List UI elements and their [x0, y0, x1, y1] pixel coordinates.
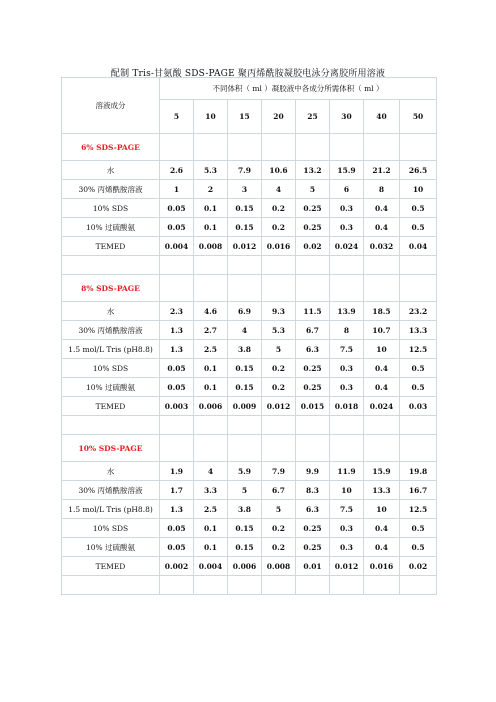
section-title-row — [62, 275, 437, 302]
volume-value: 11.9 — [330, 462, 364, 481]
volume-header: 5 — [160, 100, 194, 134]
volume-value: 1.7 — [160, 481, 194, 500]
empty-cell — [262, 416, 296, 435]
empty-cell — [364, 275, 400, 302]
empty-cell — [262, 435, 296, 462]
component-row — [62, 340, 437, 359]
volume-value: 0.3 — [330, 199, 364, 218]
volume-header: 20 — [262, 100, 296, 134]
component-row — [62, 481, 437, 500]
volume-value: 2.7 — [194, 321, 228, 340]
volume-value: 15.9 — [330, 161, 364, 180]
empty-cell — [330, 435, 364, 462]
volume-value: 0.15 — [228, 199, 262, 218]
volume-value: 0.5 — [400, 538, 437, 557]
volume-value: 13.3 — [400, 321, 437, 340]
volume-value: 18.5 — [364, 302, 400, 321]
volume-value: 0.3 — [330, 519, 364, 538]
component-label: 30% 丙烯酰胺溶液 — [62, 481, 160, 500]
volume-value: 7.9 — [228, 161, 262, 180]
section-title: 6% SDS-PAGE — [62, 134, 160, 161]
volume-value: 0.3 — [330, 378, 364, 397]
volume-value: 21.2 — [364, 161, 400, 180]
volume-value: 13.3 — [364, 481, 400, 500]
empty-cell — [330, 275, 364, 302]
volume-value: 1.3 — [160, 321, 194, 340]
component-row — [62, 359, 437, 378]
volume-value: 10.6 — [262, 161, 296, 180]
component-label: 1.5 mol/L Tris (pH8.8) — [62, 340, 160, 359]
component-row — [62, 500, 437, 519]
volume-header: 15 — [228, 100, 262, 134]
empty-cell — [400, 576, 437, 595]
volume-value: 0.3 — [330, 538, 364, 557]
volume-value: 1.3 — [160, 340, 194, 359]
volume-value: 0.4 — [364, 378, 400, 397]
volume-value: 3.8 — [228, 340, 262, 359]
volume-value: 12.5 — [400, 500, 437, 519]
component-label: 10% 过硫酸氨 — [62, 378, 160, 397]
empty-cell — [330, 576, 364, 595]
empty-cell — [400, 416, 437, 435]
empty-cell — [194, 416, 228, 435]
empty-cell — [194, 256, 228, 275]
volume-value: 0.4 — [364, 519, 400, 538]
volume-value: 0.5 — [400, 199, 437, 218]
section-title: 8% SDS-PAGE — [62, 275, 160, 302]
volume-value: 8 — [364, 180, 400, 199]
volume-value: 0.25 — [296, 538, 330, 557]
empty-cell — [330, 134, 364, 161]
empty-cell — [160, 134, 194, 161]
volume-value: 0.1 — [194, 519, 228, 538]
component-label: TEMED — [62, 237, 160, 256]
empty-cell — [160, 435, 194, 462]
volume-value: 0.3 — [330, 359, 364, 378]
component-row — [62, 237, 437, 256]
volume-value: 0.02 — [400, 557, 437, 576]
volume-value: 0.016 — [262, 237, 296, 256]
volume-value: 13.2 — [296, 161, 330, 180]
volume-value: 0.25 — [296, 218, 330, 237]
volume-value: 0.016 — [364, 557, 400, 576]
component-label: 30% 丙烯酰胺溶液 — [62, 180, 160, 199]
volume-value: 4 — [228, 321, 262, 340]
component-row — [62, 397, 437, 416]
empty-cell — [364, 256, 400, 275]
component-row — [62, 462, 437, 481]
volume-value: 0.15 — [228, 378, 262, 397]
empty-cell — [330, 256, 364, 275]
empty-cell — [296, 275, 330, 302]
volume-value: 0.006 — [228, 557, 262, 576]
empty-cell — [62, 416, 160, 435]
volume-value: 0.4 — [364, 199, 400, 218]
volume-value: 0.05 — [160, 199, 194, 218]
component-label: 10% 过硫酸氨 — [62, 218, 160, 237]
volume-value: 0.012 — [228, 237, 262, 256]
volume-value: 3.8 — [228, 500, 262, 519]
component-row — [62, 557, 437, 576]
section-title: 10% SDS-PAGE — [62, 435, 160, 462]
empty-cell — [160, 275, 194, 302]
component-row — [62, 218, 437, 237]
volume-value: 10.7 — [364, 321, 400, 340]
empty-cell — [228, 134, 262, 161]
volume-value: 0.004 — [194, 557, 228, 576]
volume-value: 0.2 — [262, 199, 296, 218]
empty-cell — [228, 435, 262, 462]
empty-cell — [296, 416, 330, 435]
empty-cell — [296, 576, 330, 595]
empty-cell — [228, 416, 262, 435]
volume-value: 0.012 — [330, 557, 364, 576]
volume-value: 12.5 — [400, 340, 437, 359]
volume-value: 15.9 — [364, 462, 400, 481]
component-row — [62, 519, 437, 538]
volume-value: 6.7 — [262, 481, 296, 500]
empty-cell — [62, 576, 160, 595]
empty-cell — [194, 275, 228, 302]
empty-cell — [364, 416, 400, 435]
header-row-description — [62, 78, 437, 100]
empty-cell — [364, 576, 400, 595]
volume-value: 9.9 — [296, 462, 330, 481]
volume-value: 5 — [296, 180, 330, 199]
empty-cell — [296, 256, 330, 275]
volume-value: 0.032 — [364, 237, 400, 256]
volume-value: 0.2 — [262, 359, 296, 378]
volume-value: 8 — [330, 321, 364, 340]
empty-cell — [330, 416, 364, 435]
volume-value: 0.1 — [194, 538, 228, 557]
volume-value: 7.5 — [330, 340, 364, 359]
volume-value: 2.3 — [160, 302, 194, 321]
header-volume-description: 不同体积（ ml ）凝胶液中各成分所需体积（ ml ） — [160, 78, 437, 100]
empty-cell — [194, 435, 228, 462]
volume-value: 1 — [160, 180, 194, 199]
empty-cell — [400, 435, 437, 462]
volume-value: 0.5 — [400, 359, 437, 378]
empty-cell — [400, 275, 437, 302]
volume-value: 5.9 — [228, 462, 262, 481]
volume-value: 11.5 — [296, 302, 330, 321]
volume-value: 0.25 — [296, 359, 330, 378]
volume-value: 0.4 — [364, 359, 400, 378]
volume-value: 0.2 — [262, 378, 296, 397]
volume-value: 0.15 — [228, 359, 262, 378]
volume-value: 0.2 — [262, 218, 296, 237]
volume-value: 10 — [330, 481, 364, 500]
volume-value: 0.024 — [330, 237, 364, 256]
volume-value: 0.04 — [400, 237, 437, 256]
empty-cell — [400, 256, 437, 275]
empty-cell — [400, 134, 437, 161]
empty-cell — [262, 134, 296, 161]
spacer-row — [62, 416, 437, 435]
component-label: 30% 丙烯酰胺溶液 — [62, 321, 160, 340]
volume-value: 0.1 — [194, 218, 228, 237]
component-label: 10% SDS — [62, 519, 160, 538]
volume-value: 1.9 — [160, 462, 194, 481]
component-row — [62, 180, 437, 199]
volume-value: 10 — [400, 180, 437, 199]
volume-value: 0.1 — [194, 378, 228, 397]
volume-value: 10 — [364, 500, 400, 519]
volume-value: 13.9 — [330, 302, 364, 321]
volume-value: 0.006 — [194, 397, 228, 416]
component-label: 10% 过硫酸氨 — [62, 538, 160, 557]
volume-header: 25 — [296, 100, 330, 134]
empty-cell — [194, 134, 228, 161]
component-label: 水 — [62, 302, 160, 321]
volume-value: 0.03 — [400, 397, 437, 416]
volume-value: 23.2 — [400, 302, 437, 321]
volume-header: 30 — [330, 100, 364, 134]
section-title-row — [62, 134, 437, 161]
volume-value: 9.3 — [262, 302, 296, 321]
volume-value: 5 — [262, 340, 296, 359]
empty-cell — [160, 576, 194, 595]
volume-value: 0.3 — [330, 218, 364, 237]
volume-value: 0.25 — [296, 378, 330, 397]
empty-cell — [364, 134, 400, 161]
volume-value: 0.002 — [160, 557, 194, 576]
volume-value: 2.5 — [194, 500, 228, 519]
volume-value: 8.3 — [296, 481, 330, 500]
volume-value: 4 — [262, 180, 296, 199]
component-row — [62, 199, 437, 218]
volume-value: 5 — [262, 500, 296, 519]
volume-value: 2 — [194, 180, 228, 199]
volume-value: 0.015 — [296, 397, 330, 416]
volume-value: 2.5 — [194, 340, 228, 359]
volume-value: 0.018 — [330, 397, 364, 416]
component-label: 水 — [62, 462, 160, 481]
volume-value: 5.3 — [262, 321, 296, 340]
section-title-row — [62, 435, 437, 462]
empty-cell — [194, 576, 228, 595]
volume-value: 0.05 — [160, 538, 194, 557]
volume-header: 40 — [364, 100, 400, 134]
empty-cell — [262, 256, 296, 275]
volume-value: 3 — [228, 180, 262, 199]
volume-value: 2.6 — [160, 161, 194, 180]
volume-value: 0.009 — [228, 397, 262, 416]
volume-value: 0.25 — [296, 199, 330, 218]
volume-value: 5 — [228, 481, 262, 500]
component-label: 1.5 mol/L Tris (pH8.8) — [62, 500, 160, 519]
volume-header: 50 — [400, 100, 437, 134]
volume-value: 0.15 — [228, 218, 262, 237]
volume-value: 0.05 — [160, 218, 194, 237]
volume-value: 0.05 — [160, 378, 194, 397]
empty-cell — [296, 435, 330, 462]
volume-value: 0.5 — [400, 218, 437, 237]
volume-value: 4.6 — [194, 302, 228, 321]
volume-value: 0.008 — [194, 237, 228, 256]
volume-value: 0.1 — [194, 359, 228, 378]
empty-cell — [262, 576, 296, 595]
volume-value: 0.2 — [262, 538, 296, 557]
volume-value: 0.05 — [160, 519, 194, 538]
empty-cell — [62, 256, 160, 275]
volume-value: 26.5 — [400, 161, 437, 180]
component-row — [62, 538, 437, 557]
volume-value: 0.012 — [262, 397, 296, 416]
page-title: 配制 Tris-甘氨酸 SDS-PAGE 聚丙烯酰胺凝胶电泳分离胶所用溶液 — [110, 69, 386, 79]
header-component-label: 溶液成分 — [62, 78, 160, 134]
empty-cell — [296, 134, 330, 161]
solution-table — [61, 77, 437, 595]
volume-value: 6 — [330, 180, 364, 199]
volume-value: 3.3 — [194, 481, 228, 500]
volume-value: 4 — [194, 462, 228, 481]
empty-cell — [364, 435, 400, 462]
component-label: TEMED — [62, 557, 160, 576]
volume-value: 0.15 — [228, 538, 262, 557]
volume-value: 7.5 — [330, 500, 364, 519]
volume-value: 10 — [364, 340, 400, 359]
component-row — [62, 378, 437, 397]
volume-value: 0.01 — [296, 557, 330, 576]
volume-value: 0.5 — [400, 519, 437, 538]
volume-value: 0.4 — [364, 218, 400, 237]
spacer-row — [62, 256, 437, 275]
volume-value: 0.15 — [228, 519, 262, 538]
empty-cell — [228, 256, 262, 275]
volume-value: 0.2 — [262, 519, 296, 538]
volume-value: 0.003 — [160, 397, 194, 416]
empty-cell — [228, 576, 262, 595]
component-row — [62, 161, 437, 180]
volume-value: 0.02 — [296, 237, 330, 256]
volume-value: 0.5 — [400, 378, 437, 397]
volume-value: 16.7 — [400, 481, 437, 500]
volume-value: 0.1 — [194, 199, 228, 218]
empty-cell — [160, 256, 194, 275]
component-label: 水 — [62, 161, 160, 180]
volume-value: 0.004 — [160, 237, 194, 256]
volume-value: 19.8 — [400, 462, 437, 481]
volume-value: 1.3 — [160, 500, 194, 519]
spacer-row — [62, 576, 437, 595]
volume-value: 0.05 — [160, 359, 194, 378]
volume-value: 0.024 — [364, 397, 400, 416]
component-row — [62, 321, 437, 340]
empty-cell — [262, 275, 296, 302]
component-row — [62, 302, 437, 321]
volume-value: 0.25 — [296, 519, 330, 538]
volume-value: 0.008 — [262, 557, 296, 576]
component-label: 10% SDS — [62, 359, 160, 378]
empty-cell — [160, 416, 194, 435]
volume-value: 6.3 — [296, 340, 330, 359]
volume-value: 7.9 — [262, 462, 296, 481]
volume-header: 10 — [194, 100, 228, 134]
volume-value: 0.4 — [364, 538, 400, 557]
component-label: TEMED — [62, 397, 160, 416]
empty-cell — [228, 275, 262, 302]
volume-value: 6.7 — [296, 321, 330, 340]
volume-value: 5.3 — [194, 161, 228, 180]
component-label: 10% SDS — [62, 199, 160, 218]
volume-value: 6.9 — [228, 302, 262, 321]
volume-value: 6.3 — [296, 500, 330, 519]
